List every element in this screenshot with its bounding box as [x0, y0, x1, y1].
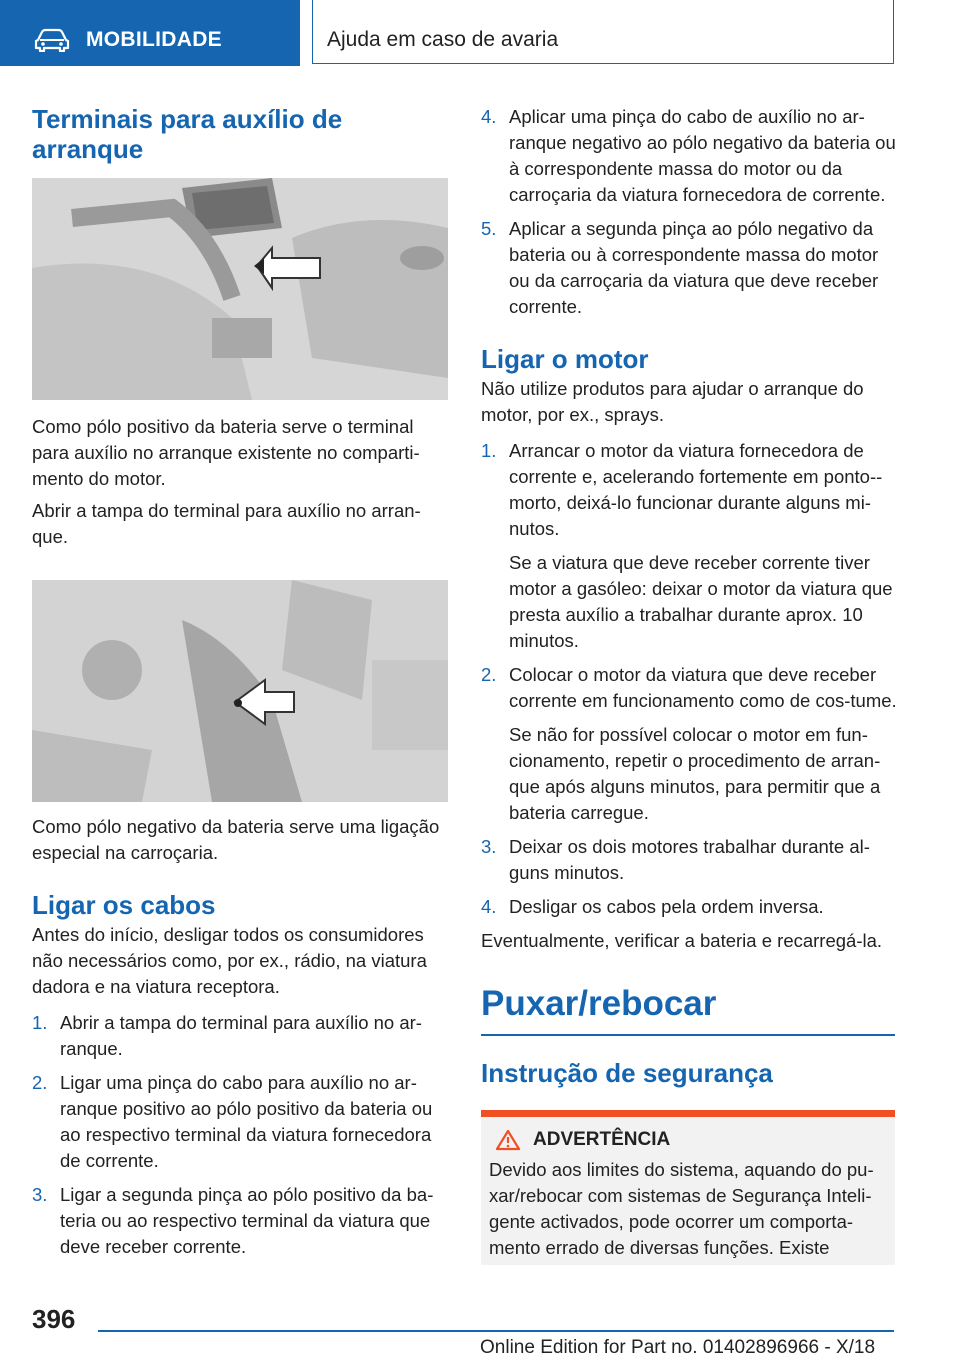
paragraph-positive-pole: Como pólo positivo da bateria serve o terminal para auxílio no arranque existente no comparti-mento do motor.	[32, 416, 420, 489]
chapter-title-puxar: Puxar/rebocar	[481, 984, 717, 1023]
title-divider	[481, 1034, 895, 1036]
motor-steps-list	[481, 438, 897, 920]
cabos-steps-list-continued	[481, 104, 897, 320]
section-label: MOBILIDADE	[86, 28, 222, 51]
footer-divider	[98, 1330, 894, 1332]
list-item: 3. Ligar a segunda pinça ao pólo positivo da ba-teria ou ao respectivo terminal da viatura que deve receber corrente.	[32, 1184, 434, 1257]
chapter-label: Ajuda em caso de avaria	[327, 28, 559, 51]
list-item: 1. Arrancar o motor da viatura fornecedora de corrente e, acelerando fortemente em ponto--morto, deixá-lo funcionar durante alguns mi-nutos. Se a viatura que deve receber corrente tiver motor a gasóleo: deixar o motor da viatura que presta auxílio a trabalhar durante aprox. 10 minutos.	[481, 440, 893, 651]
list-item: 3. Deixar os dois motores trabalhar durante al-guns minutos.	[481, 836, 870, 883]
right-column	[481, 104, 897, 1265]
warning-box	[481, 1117, 895, 1265]
section-tab[interactable]	[0, 0, 300, 66]
edition-label: Online Edition for Part no. 01402896966 - X/18	[480, 1337, 876, 1358]
paragraph-cabos-intro: Antes do início, desligar todos os consumidores não necessários como, por ex., rádio, na viatura dadora e na viatura receptora.	[32, 924, 427, 997]
section-title-terminais: Terminais para auxílio de arranque	[32, 104, 343, 164]
warning-bar	[481, 1110, 895, 1117]
warning-title: ADVERTÊNCIA	[533, 1128, 671, 1150]
cabos-steps-list	[32, 1010, 448, 1260]
paragraph-open-cover: Abrir a tampa do terminal para auxílio no arran-que.	[32, 500, 421, 547]
left-column	[32, 104, 448, 1260]
page-number: 396	[32, 1304, 76, 1334]
list-item: 4. Desligar os cabos pela ordem inversa.	[481, 896, 824, 917]
chapter-tab[interactable]	[312, 0, 894, 64]
warning-text: Devido aos limites do sistema, aquando do pu-xar/rebocar com sistemas de Segurança Inteli-gente activados, pode ocorrer um comporta-mento errado de diversas funções. Existe	[489, 1158, 874, 1258]
section-title-ligar-cabos: Ligar os cabos	[32, 890, 216, 920]
list-item: 2. Ligar uma pinça do cabo para auxílio no ar-ranque positivo ao pólo positivo da bateria ou ao respectivo terminal da viatura fornecedora de corrente.	[32, 1072, 433, 1171]
engine-positive-terminal-image	[32, 178, 448, 400]
paragraph-negative-pole: Como pólo negativo da bateria serve uma ligação especial na carroçaria.	[32, 816, 440, 863]
list-item: 2. Colocar o motor da viatura que deve receber corrente em funcionamento como de cos-tume. Se não for possível colocar o motor em fun-cionamento, repetir o procedimento de arran-que após alguns minutos, para permitir que a bateria carregue.	[481, 664, 897, 823]
list-item: 5. Aplicar a segunda pinça ao pólo negativo da bateria ou à correspondente massa do motor ou da carroçaria da viatura que deve receber corrente.	[481, 218, 879, 317]
engine-negative-terminal-image	[32, 580, 448, 802]
section-title-seguranca: Instrução de segurança	[481, 1057, 773, 1088]
engine-bay-illustration	[32, 178, 448, 400]
car-icon	[34, 28, 70, 52]
paragraph-final: Eventualmente, verificar a bateria e recarregá-la.	[481, 930, 883, 951]
negative-terminal-illustration	[32, 580, 448, 802]
section-title-ligar-motor: Ligar o motor	[481, 344, 649, 374]
list-item: 4. Aplicar uma pinça do cabo de auxílio no ar-ranque negativo ao pólo negativo da bateria ou à correspondente massa do motor ou da carroçaria da viatura fornecedora de corrente.	[481, 106, 896, 205]
list-item: 1. Abrir a tampa do terminal para auxílio no ar-ranque.	[32, 1012, 422, 1059]
paragraph-motor-intro: Não utilize produtos para ajudar o arranque do motor, por ex., sprays.	[481, 378, 864, 425]
warning-triangle-icon	[495, 1129, 521, 1151]
